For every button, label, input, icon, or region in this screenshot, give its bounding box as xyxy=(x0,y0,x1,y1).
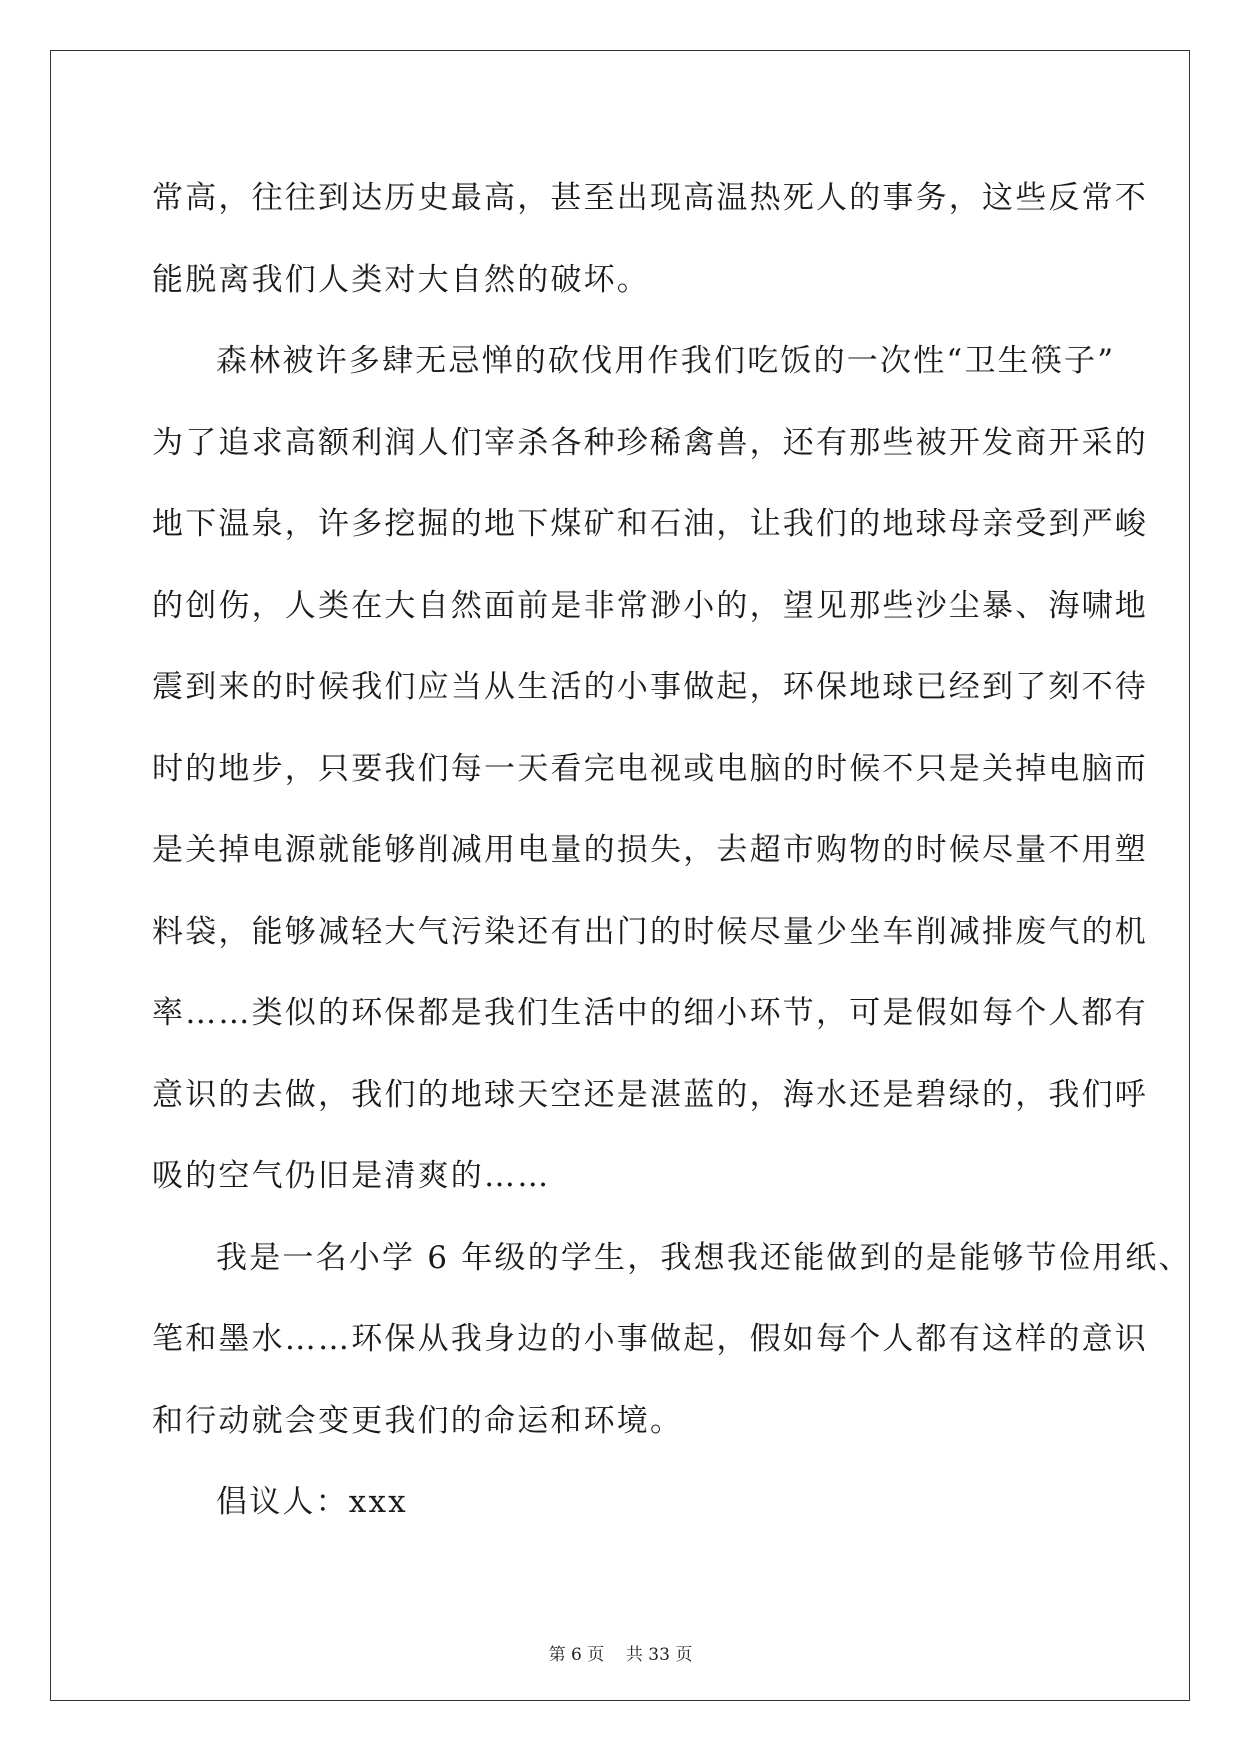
page-number: 第 6 页 共 33 页 xyxy=(548,1645,693,1665)
document-body xyxy=(152,158,1192,1544)
text-line: 率……类似的环保都是我们生活中的细小环节，可是假如每个人都有 xyxy=(152,995,1148,1031)
text-line: 是关掉电源就能够削减用电量的损失，去超市购物的时候尽量不用塑 xyxy=(152,832,1148,868)
text-line: 料袋，能够减轻大气污染还有出门的时候尽量少坐车削减排废气的机 xyxy=(152,913,1148,950)
text-line: 笔和墨水……环保从我身边的小事做起，假如每个人都有这样的意识 xyxy=(152,1321,1148,1357)
text-line: 能脱离我们人类对大自然的破坏。 xyxy=(152,261,650,298)
text-line: 我是一名小学 6 年级的学生，我想我还能做到的是能够节俭用纸、 xyxy=(216,1239,1192,1276)
text-line: 为了追求高额利润人们宰杀各种珍稀禽兽，还有那些被开发商开采的 xyxy=(152,424,1148,461)
text-line: 和行动就会变更我们的命运和环境。 xyxy=(152,1402,684,1439)
text-line: 时的地步，只要我们每一天看完电视或电脑的时候不只是关掉电脑而 xyxy=(152,750,1148,787)
page-number-footer xyxy=(0,1640,1241,1665)
signature-line: 倡议人：xxx xyxy=(216,1484,408,1520)
text-line: 意识的去做，我们的地球天空还是湛蓝的，海水还是碧绿的，我们呼 xyxy=(152,1076,1148,1113)
text-line: 的创伤，人类在大自然面前是非常渺小的，望见那些沙尘暴、海啸地 xyxy=(152,587,1148,624)
text-line: 森林被许多肆无忌惮的砍伐用作我们吃饭的一次性“卫生筷子” xyxy=(216,343,1116,379)
text-line: 震到来的时候我们应当从生活的小事做起，环保地球已经到了刻不待 xyxy=(152,669,1148,705)
text-line: 吸的空气仍旧是清爽的…… xyxy=(152,1158,551,1194)
text-line: 地下温泉，许多挖掘的地下煤矿和石油，让我们的地球母亲受到严峻 xyxy=(152,506,1148,542)
text-line: 常高，往往到达历史最高，甚至出现高温热死人的事务，这些反常不 xyxy=(152,180,1148,216)
